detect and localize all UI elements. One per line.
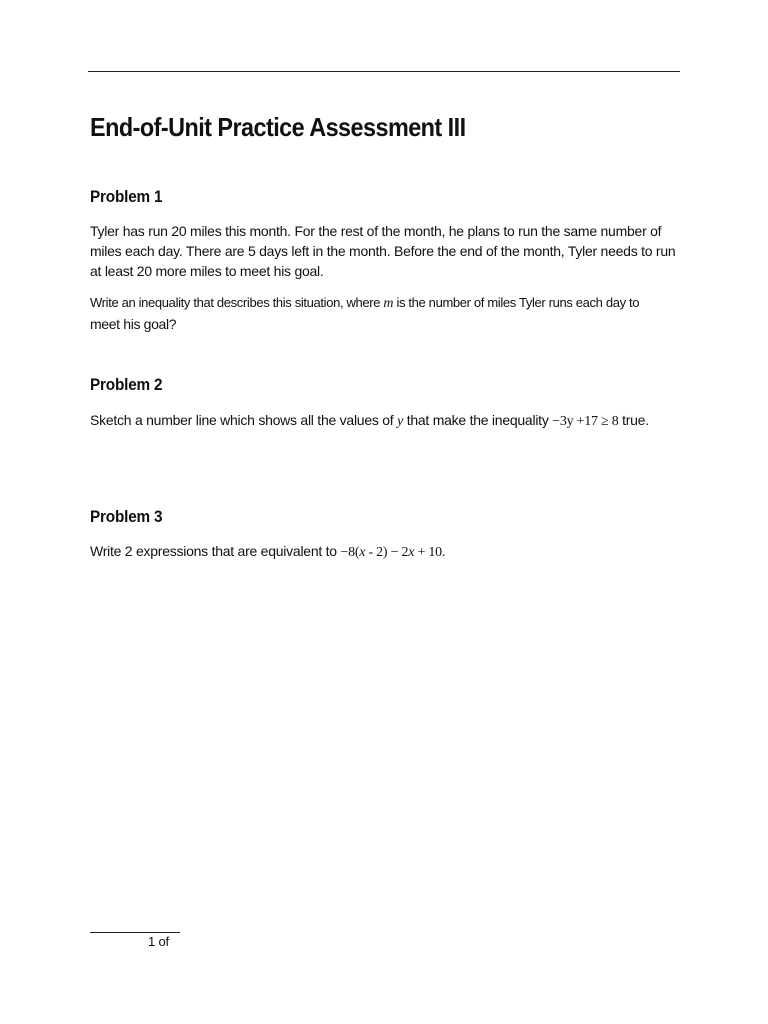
problem-1-question-line2: meet his goal? xyxy=(90,316,177,332)
problem-1-heading: Problem 1 xyxy=(90,187,163,206)
inequality-expression: −3y +17 ≥ 8 xyxy=(552,414,619,429)
problem-2-statement xyxy=(90,410,680,432)
problem-3-statement xyxy=(90,541,680,563)
problem-1-question-text-before: Write an inequality that describes this situation, where xyxy=(90,295,384,310)
document-title: End-of-Unit Practice Assessment III xyxy=(90,112,466,142)
top-horizontal-rule xyxy=(88,71,680,72)
problem-1-statement: Tyler has run 20 miles this month. For the rest of the month, he plans to run the same number of miles each day. There are 5 days left in the month. Before the end of the month, Tyler needs to run at least 20 more miles to meet his goal. xyxy=(90,223,676,279)
equivalent-expression: −8(x - 2) − 2x + 10. xyxy=(340,545,446,560)
problem-2-text-middle: that make the inequality xyxy=(403,412,553,428)
problem-3-heading: Problem 3 xyxy=(90,507,163,526)
problem-2-text-after: true. xyxy=(618,412,649,428)
problem-3-text-before: Write 2 expressions that are equivalent to xyxy=(90,543,341,559)
variable-m: m xyxy=(383,296,394,311)
footer-rule xyxy=(90,932,180,933)
problem-1-question-text-after: is the number of miles Tyler runs each day to xyxy=(393,295,640,310)
variable-y: y xyxy=(397,414,404,429)
page-number: 1 of xyxy=(148,934,169,949)
problem-2-heading: Problem 2 xyxy=(90,375,163,394)
problem-2-text-before: Sketch a number line which shows all the values of xyxy=(90,412,398,428)
problem-1-question xyxy=(90,293,680,335)
